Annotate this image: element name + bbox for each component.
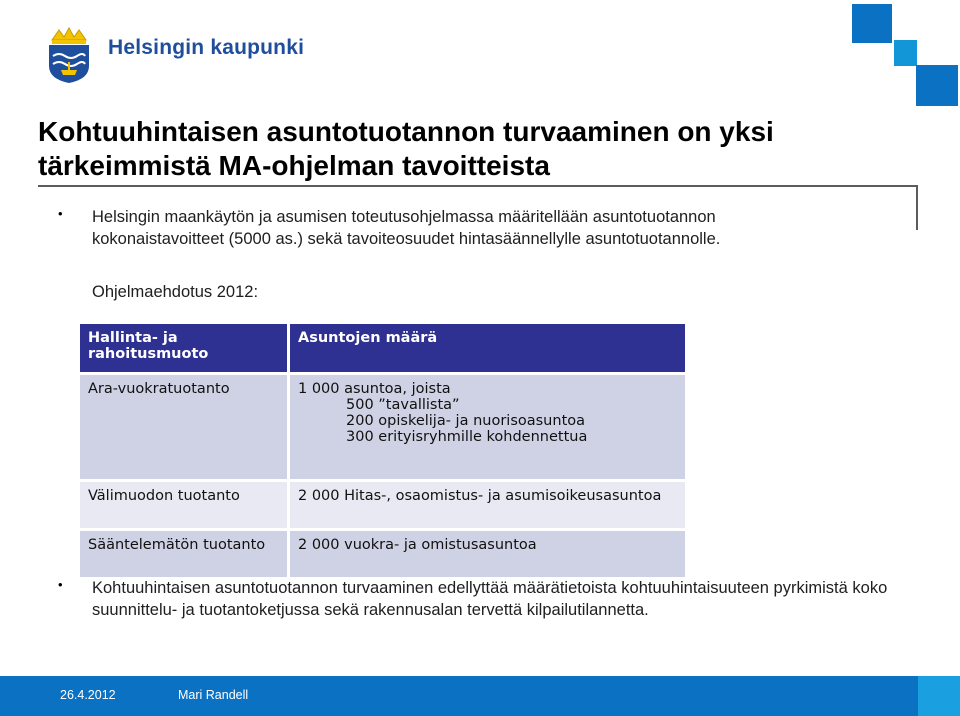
row-amount — [290, 372, 685, 479]
table-header-row — [80, 324, 685, 372]
footer-author: Mari Randell — [178, 688, 249, 702]
slide-title: Kohtuuhintaisen asuntotuotannon turvaaminen on yksi tärkeimmistä MA-ohjelman tavoitteista — [38, 116, 774, 181]
program-subheading: Ohjelmaehdotus 2012: — [92, 283, 259, 301]
column-header-type: Hallinta- ja rahoitusmuoto — [80, 324, 290, 372]
row-type: Ara-vuokratuotanto — [80, 372, 290, 479]
table-row — [80, 372, 685, 479]
brand-name: Helsingin kaupunki — [108, 36, 305, 59]
bullet-text-1: Helsingin maankäytön ja asumisen toteutusohjelmassa määritellään asuntotuotannon kokonaistavoitteet (5000 as.) sekä tavoiteosuudet hintasäännellylle asuntotuotannolle. — [92, 208, 721, 248]
decor-square — [918, 676, 960, 716]
row-amount: 2 000 Hitas-, osaomistus- ja asumisoikeusasuntoa — [290, 479, 685, 528]
table-row — [80, 479, 685, 528]
housing-program-table — [80, 324, 685, 577]
row-detail: 300 erityisryhmille kohdennettua — [346, 429, 588, 445]
row-type: Sääntelemätön tuotanto — [80, 528, 290, 577]
row-type: Välimuodon tuotanto — [80, 479, 290, 528]
decor-square — [894, 40, 917, 66]
decor-square — [852, 4, 892, 43]
decor-square — [916, 65, 958, 106]
title-divider-edge — [916, 185, 918, 230]
row-amount-main: 1 000 asuntoa, joista — [298, 381, 451, 397]
bullet-text-2: Kohtuuhintaisen asuntotuotannon turvaaminen edellyttää määrätietoista kohtuuhintaisuuteen pyrkimistä koko suunnittelu- ja tuotantoketjussa sekä rakennusalan tervettä kilpailutilannetta. — [92, 579, 888, 619]
column-header-amount: Asuntojen määrä — [290, 324, 685, 372]
row-amount: 2 000 vuokra- ja omistusasuntoa — [290, 528, 685, 577]
footer-date: 26.4.2012 — [60, 688, 116, 702]
row-detail: 500 ”tavallista” — [346, 397, 460, 413]
table-row — [80, 528, 685, 577]
row-detail: 200 opiskelija- ja nuorisoasuntoa — [346, 413, 586, 429]
helsinki-coat-of-arms-icon — [44, 24, 94, 84]
title-divider — [38, 185, 918, 187]
bullet-icon: • — [58, 206, 63, 221]
footer-bar — [0, 676, 960, 716]
bullet-icon: • — [58, 577, 63, 592]
